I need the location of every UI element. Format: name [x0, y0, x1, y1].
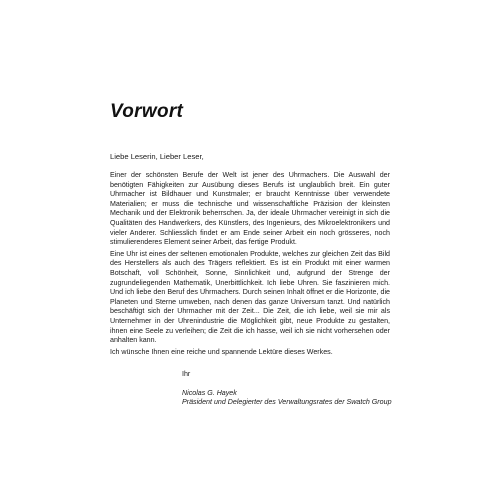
page-title: Vorwort	[110, 101, 184, 122]
author-role: Präsident und Delegierter des Verwaltungsrates der Swatch Group	[182, 398, 392, 407]
closing: Ihr	[182, 370, 191, 378]
paragraph: Eine Uhr ist eines der seltenen emotionalen Produkte, welches zur gleichen Zeit das Bild des Herstellers als auch des Trägers reflektiert. Es ist ein Produkt mit einer warmen Botschaft, voll Schönheit, Sonne, Sinnlichkeit und, aufgrund der Strenge der zugrundeliegenden Mathematik, Unerbittlichkeit. Ich liebe Uhren. Sie faszinieren mich. Und ich liebe den Beruf des Uhrmachers. Durch seinen Inhalt öffnet er die Horizonte, die Planeten und Sterne umweben, nach denen das ganze Universum tanzt. Und natürlich beschäftigt sich der Uhrmacher mit der Zeit... Die Zeit, die ich liebe, weil sie mir als Unternehmer in der Uhrenindustrie die Möglichkeit gibt, neue Produkte zu gestalten, ihnen eine Seele zu verleihen; die Zeit die ich hasse, weil ich sie nicht vorhersehen oder anhalten kann.	[110, 249, 390, 345]
paragraph: Ich wünsche Ihnen eine reiche und spannende Lektüre dieses Werkes.	[110, 347, 333, 356]
body-text	[110, 171, 390, 359]
signature-block	[182, 370, 432, 408]
salutation: Liebe Leserin, Lieber Leser,	[110, 152, 204, 161]
paragraph: Einer der schönsten Berufe der Welt ist jener des Uhrmachers. Die Auswahl der benötigten Fähigkeiten zur Ausübung dieses Berufs ist unglaublich breit. Ein guter Uhrmacher ist Bildhauer und Kunstmaler; er braucht Kenntnisse über verwendete Materialien; er muss die technische und wissenschaftliche Präzision der kleinsten Mechanik und der Elektronik beherrschen. Ja, der ideale Uhrmacher vereinigt in sich die Qualitäten des Handwerkers, des Künstlers, des Ingenieurs, des Mikroelektronikers und vieler Anderer. Schliesslich findet er am Ende seiner Arbeit ein noch grösseres, noch stimulierenderes Element seiner Arbeit, das fertige Produkt.	[110, 171, 390, 247]
author-name: Nicolas G. Hayek	[182, 388, 237, 397]
